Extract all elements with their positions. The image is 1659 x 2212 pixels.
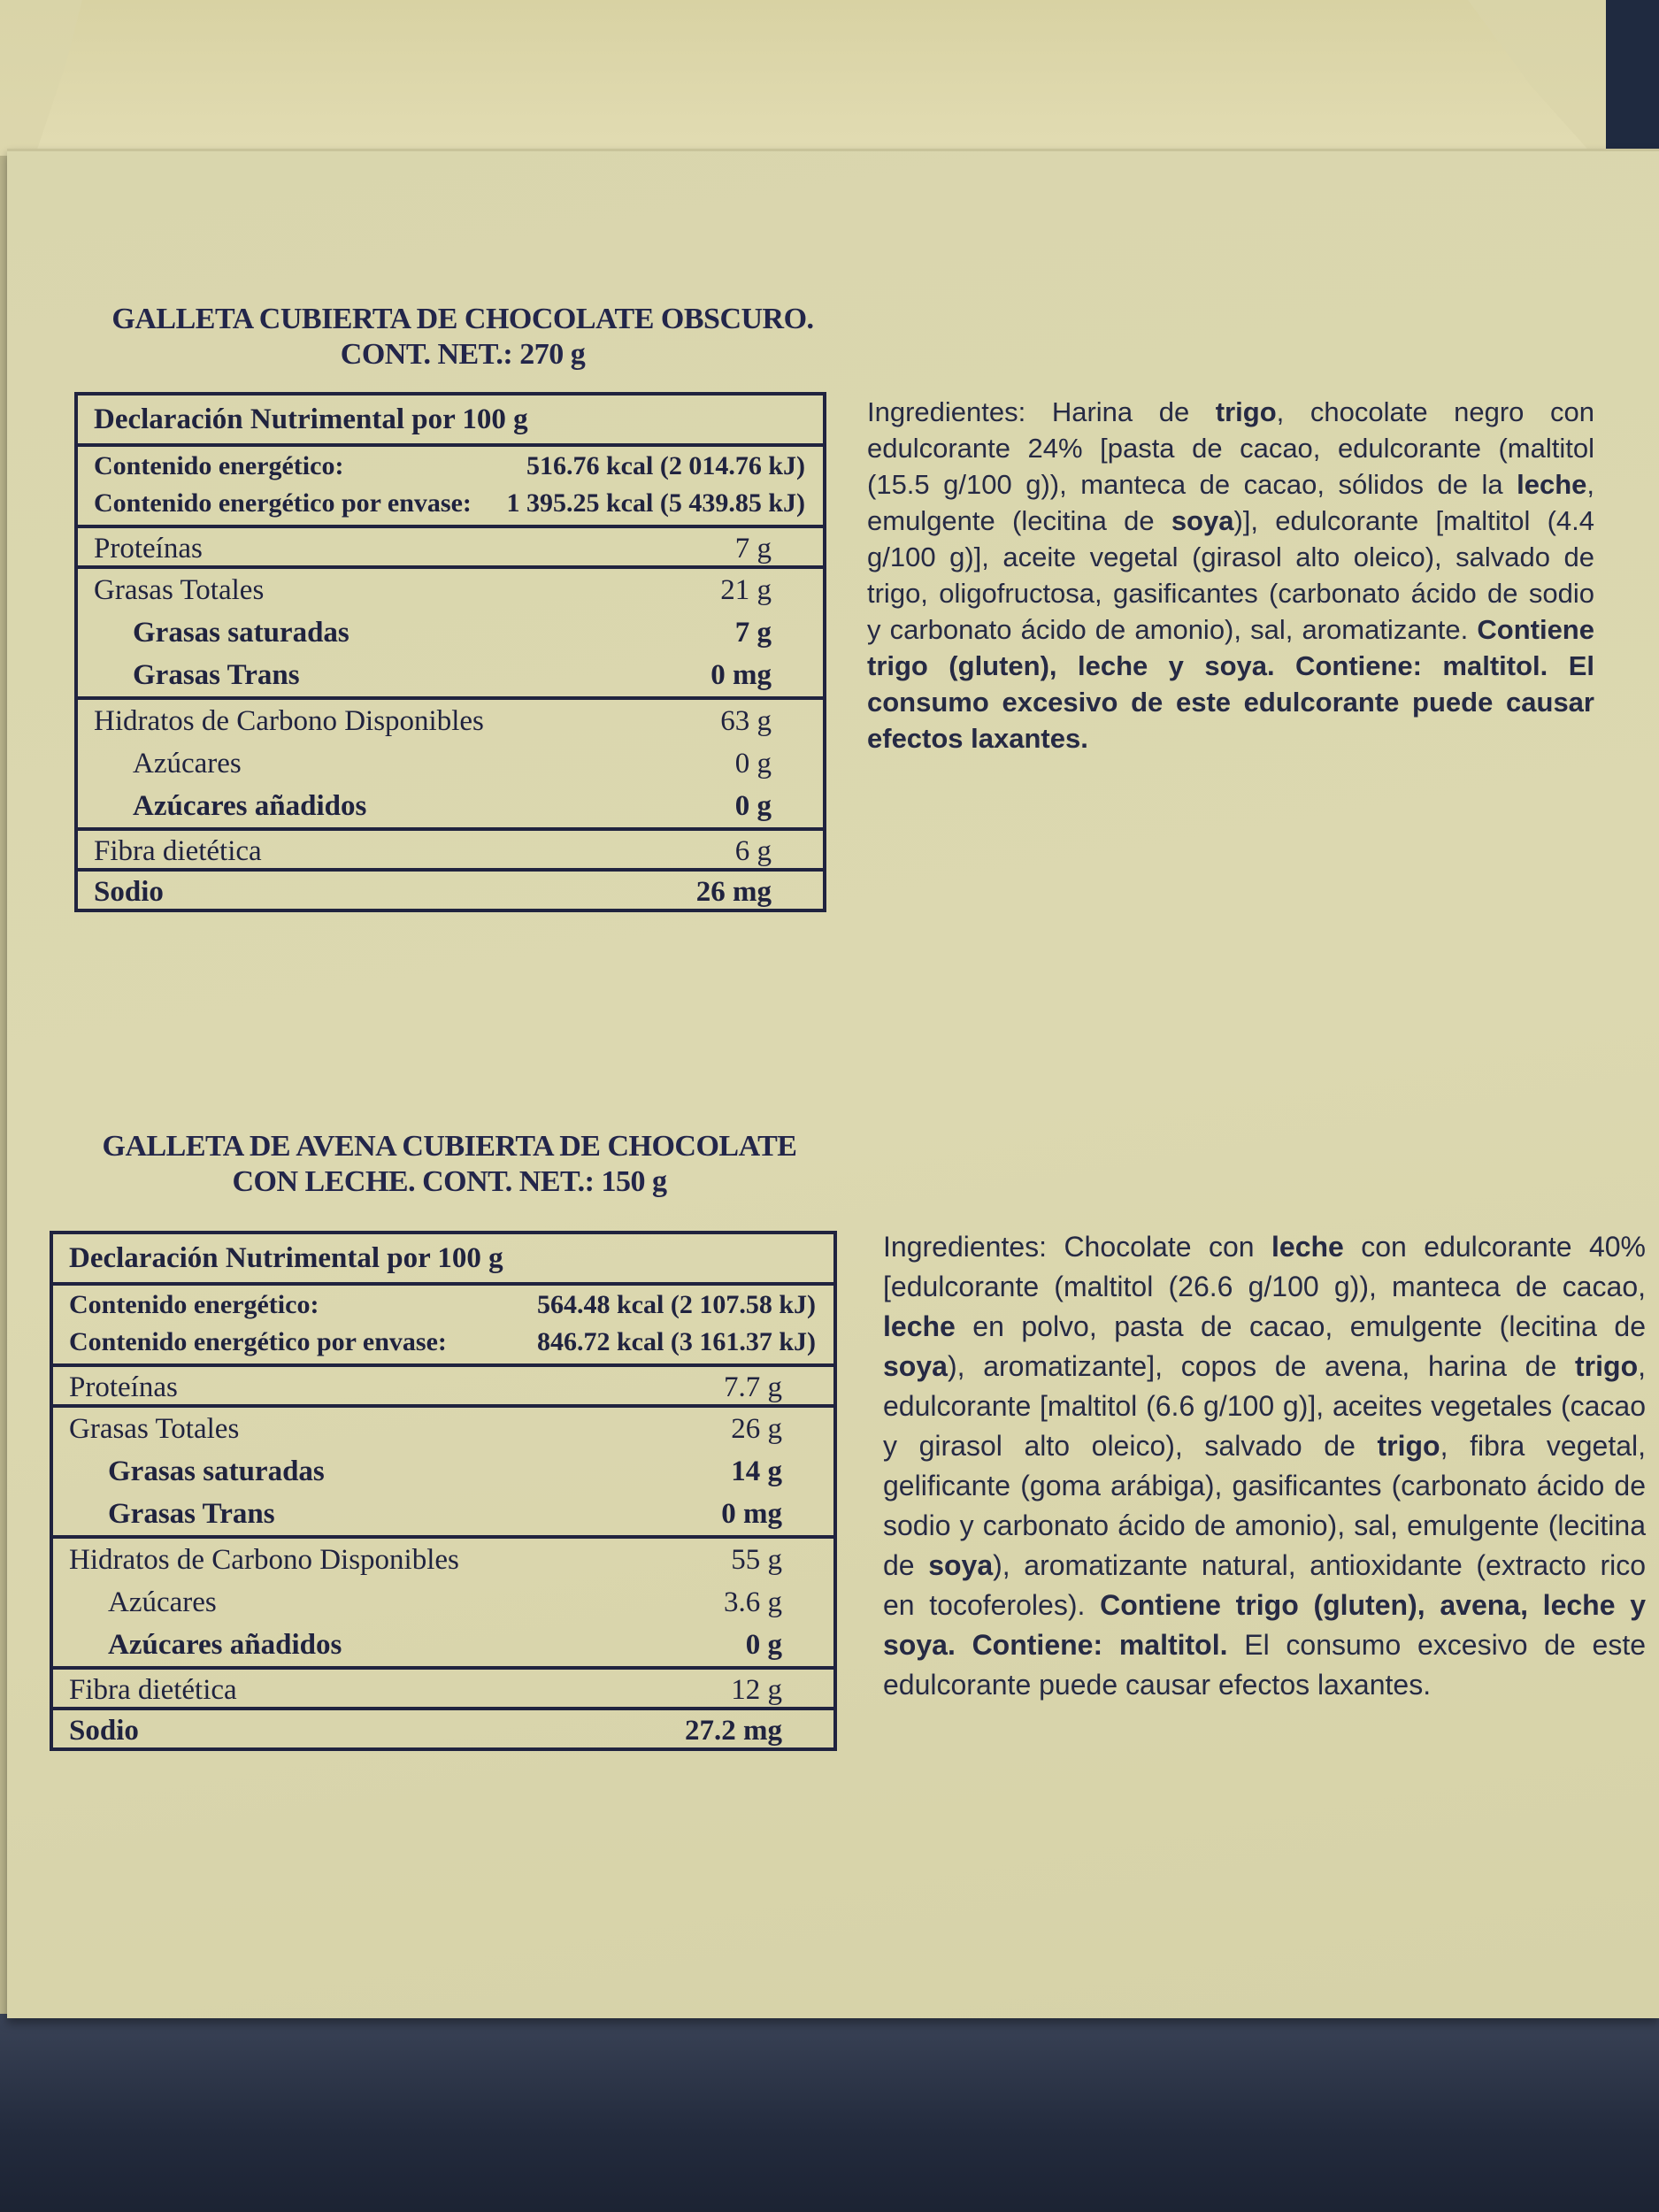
product1-nutrition-table [74, 392, 826, 912]
product1-net-content: CONT. NET.: 270 g [340, 338, 586, 371]
product1-title [96, 302, 830, 373]
energy-row: Contenido energético: 516.76 kcal (2 014.76 kJ) [78, 443, 823, 484]
table-header: Declaración Nutrimental por 100 g [94, 403, 528, 435]
energy-package-row: Contenido energético por envase: 1 395.25 kcal (5 439.85 kJ) [94, 488, 805, 518]
total-fat-row: Grasas Totales 26 g [69, 1413, 782, 1445]
table-header: Declaración Nutrimental por 100 g [69, 1242, 503, 1274]
proteins-row: Proteínas 7.7 g [53, 1363, 833, 1404]
sugars-row: Azúcares 0 g [133, 748, 772, 780]
carbs-row: Hidratos de Carbono Disponibles 55 g [69, 1544, 782, 1576]
product1-ingredients: Ingredientes: Harina de trigo, chocolate negro con edulcorante 24% [pasta de cacao, edulcorante (maltitol (15.5 g/100 g)), manteca de cacao, sólidos de la leche, emulgente (lecitina de soya)], edulcorante [maltitol (4.4 g/100 g)], aceite vegetal (girasol alto oleico), salvado de trigo, oligofructosa, gasificantes (carbonato ácido de sodio y carbonato ácido de amonio), sal, aromatizante. Contiene trigo (gluten), leche y soya. Contiene: maltitol. El consumo excesivo de este edulcorante puede causar efectos laxantes. [867, 396, 1594, 754]
energy-row: Contenido energético: 564.48 kcal (2 107.58 kJ) [53, 1282, 833, 1323]
box-panel [7, 149, 1659, 2018]
proteins-row: Proteínas 7 g [78, 525, 823, 565]
saturated-fat-row: Grasas saturadas 14 g [108, 1455, 782, 1487]
sodium-row: Sodio 27.2 mg [53, 1707, 833, 1747]
sodium-row: Sodio 26 mg [78, 868, 823, 909]
product2-ingredients: Ingredientes: Chocolate con leche con edulcorante 40% [edulcorante (maltitol (26.6 g/100 g)), manteca de cacao, leche en polvo, pasta de cacao, emulgente (lecitina de soya), aromatizante], copos de avena, harina de trigo, edulcorante [maltitol (6.6 g/100 g)], aceites vegetales (cacao y girasol alto oleico), salvado de trigo, fibra vegetal, gelificante (goma arábiga), gasificantes (carbonato ácido de sodio y carbonato ácido de amonio), sal, emulgente (lecitina de soya), aromatizante natural, antioxidante (extracto rico en tocoferoles). Contiene trigo (gluten), avena, leche y soya. Contiene: maltitol. El consumo excesivo de este edulcorante puede causar efectos laxantes. [883, 1231, 1647, 1701]
energy-package-row: Contenido energético por envase: 846.72 kcal (3 161.37 kJ) [69, 1327, 816, 1356]
carbs-group [78, 696, 823, 827]
carbs-row: Hidratos de Carbono Disponibles 63 g [94, 705, 772, 737]
carbs-group [53, 1535, 833, 1666]
sugars-row: Azúcares 3.6 g [108, 1586, 782, 1618]
background-bottom [0, 2008, 1659, 2212]
saturated-fat-row: Grasas saturadas 7 g [133, 617, 772, 649]
product1-title-line1: GALLETA CUBIERTA DE CHOCOLATE OBSCURO. [111, 303, 814, 335]
fats-group [78, 565, 823, 696]
fiber-row: Fibra dietética 12 g [53, 1666, 833, 1707]
product2-net-content: CON LECHE. CONT. NET.: 150 g [232, 1165, 667, 1198]
total-fat-row: Grasas Totales 21 g [94, 574, 772, 606]
fiber-row: Fibra dietética 6 g [78, 827, 823, 868]
product2-title-line1: GALLETA DE AVENA CUBIERTA DE CHOCOLATE [102, 1130, 797, 1163]
added-sugars-row: Azúcares añadidos 0 g [108, 1629, 782, 1661]
fats-group [53, 1404, 833, 1535]
box-top-flap [35, 0, 1593, 155]
trans-fat-row: Grasas Trans 0 mg [133, 659, 772, 691]
added-sugars-row: Azúcares añadidos 0 g [133, 790, 772, 822]
trans-fat-row: Grasas Trans 0 mg [108, 1498, 782, 1530]
product2-title [60, 1129, 839, 1200]
product2-nutrition-table [50, 1231, 837, 1751]
